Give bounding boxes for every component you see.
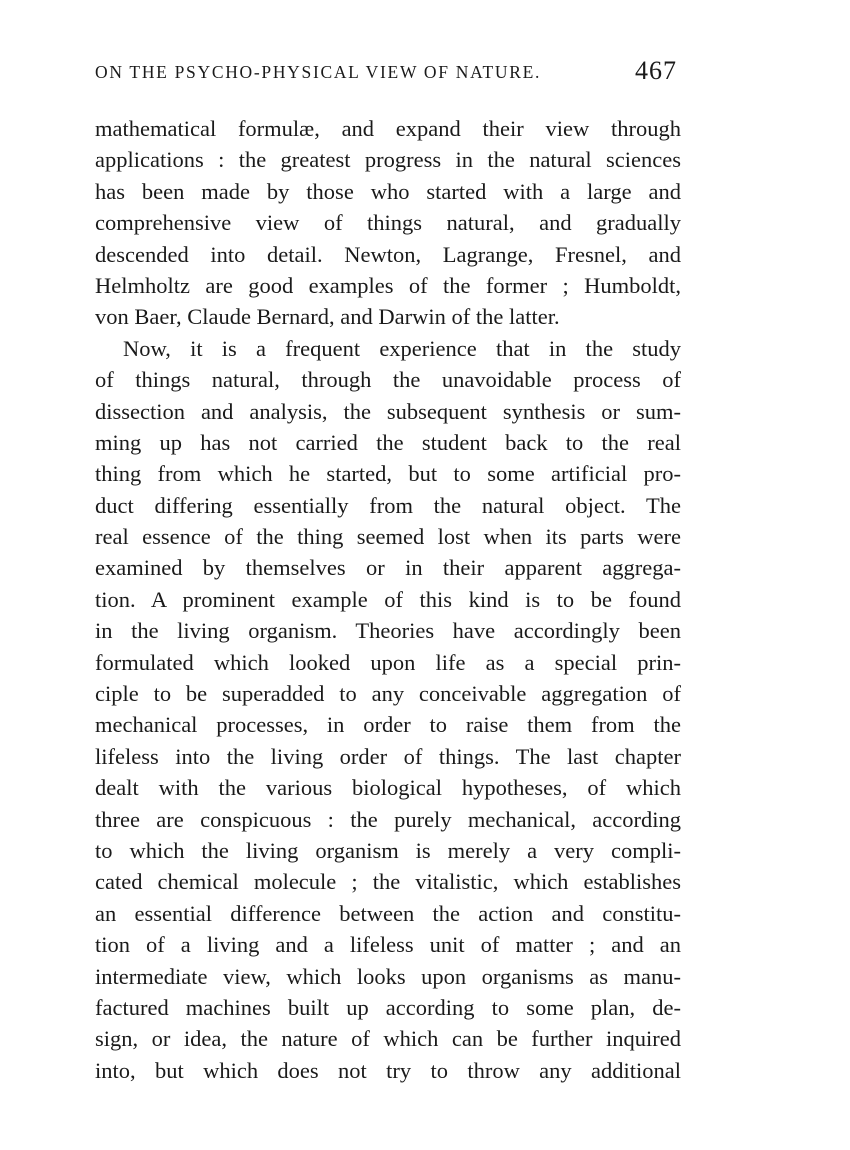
text-line: duct differing essentially from the natural object. The: [95, 492, 681, 518]
text-line: descended into detail. Newton, Lagrange, Fresnel, and: [95, 241, 681, 267]
body-text: [95, 113, 681, 1086]
text-line: cated chemical molecule ; the vitalistic, which establishes: [95, 869, 681, 895]
text-line: has been made by those who started with a large and: [95, 178, 681, 204]
text-line: factured machines built up according to some plan, de-: [95, 994, 681, 1020]
text-line: formulated which looked upon life as a special prin-: [95, 649, 681, 675]
text-line: three are conspicuous : the purely mechanical, according: [95, 806, 681, 832]
text-line: ciple to be superadded to any conceivable aggregation of: [95, 681, 681, 707]
running-head: [95, 58, 685, 94]
text-line: thing from which he started, but to some artificial pro-: [95, 461, 681, 487]
text-line: into, but which does not try to throw any additional: [95, 1057, 681, 1083]
text-line: in the living organism. Theories have accordingly been: [95, 618, 681, 644]
text-line: real essence of the thing seemed lost when its parts were: [95, 524, 681, 550]
text-line: lifeless into the living order of things. The last chapter: [95, 743, 681, 769]
text-line: to which the living organism is merely a very compli-: [95, 837, 681, 863]
text-line: Helmholtz are good examples of the former ; Humboldt,: [95, 272, 681, 298]
text-line: comprehensive view of things natural, and gradually: [95, 210, 681, 236]
text-line: intermediate view, which looks upon organisms as manu-: [95, 963, 681, 989]
text-line: applications : the greatest progress in the natural sciences: [95, 147, 681, 173]
text-line: of things natural, through the unavoidable process of: [95, 367, 681, 393]
text-line: tion. A prominent example of this kind is to be found: [95, 586, 681, 612]
text-line: an essential difference between the action and constitu-: [95, 900, 681, 926]
text-line: tion of a living and a lifeless unit of matter ; and an: [95, 932, 681, 958]
text-line: ming up has not carried the student back to the real: [95, 429, 681, 455]
text-line: mathematical formulæ, and expand their view through: [95, 116, 681, 141]
text-line: von Baer, Claude Bernard, and Darwin of the latter.: [95, 304, 560, 330]
running-title: ON THE PSYCHO-PHYSICAL VIEW OF NATURE.: [95, 62, 542, 82]
page-number: 467: [635, 56, 677, 85]
text-line: dissection and analysis, the subsequent synthesis or sum-: [95, 398, 681, 424]
text-line: dealt with the various biological hypotheses, of which: [95, 775, 681, 801]
text-line: sign, or idea, the nature of which can be further inquired: [95, 1026, 681, 1052]
text-line: mechanical processes, in order to raise them from the: [95, 712, 681, 738]
text-line: examined by themselves or in their apparent aggrega-: [95, 555, 681, 581]
paragraph-first-line: Now, it is a frequent experience that in the study: [123, 335, 681, 361]
